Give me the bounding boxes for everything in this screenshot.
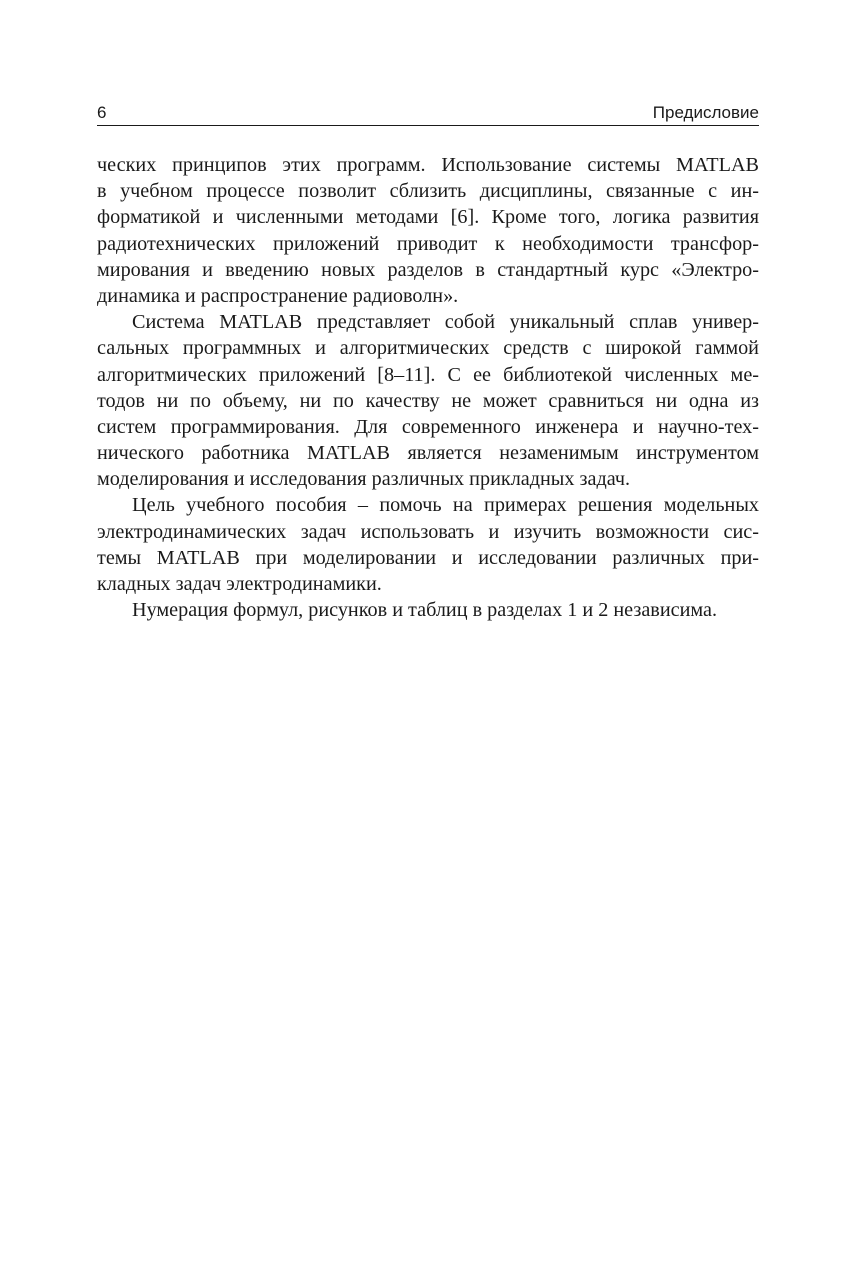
text-line: форматикой и численными методами [6]. Кроме того, логика развития bbox=[97, 206, 759, 229]
running-head bbox=[97, 103, 759, 126]
paragraph-3 bbox=[97, 492, 759, 597]
text-line: алгоритмических приложений [8–11]. С ее библиотекой численных ме- bbox=[97, 363, 759, 386]
paragraph-2 bbox=[97, 309, 759, 492]
body-text bbox=[97, 152, 759, 623]
text-line: нического работника MATLAB является незаменимым инструментом bbox=[97, 442, 759, 465]
text-line: Система MATLAB представляет собой уникальный сплав универ- bbox=[132, 311, 759, 334]
text-line: тодов ни по объему, ни по качеству не может сравниться ни одна из bbox=[97, 389, 759, 412]
paragraph-1 bbox=[97, 152, 759, 309]
text-line: динамика и распространение радиоволн». bbox=[97, 284, 459, 307]
text-line: кладных задач электродинамики. bbox=[97, 573, 382, 595]
text-line: мирования и введению новых разделов в стандартный курс «Электро- bbox=[97, 258, 759, 281]
text-line: радиотехнических приложений приводит к необходимости трансфор- bbox=[97, 232, 759, 255]
text-line: электродинамических задач использовать и изучить возможности сис- bbox=[97, 520, 759, 543]
text-line: ческих принципов этих программ. Использование системы MATLAB bbox=[97, 154, 759, 176]
text-line: сальных программных и алгоритмических средств с широкой гаммой bbox=[97, 337, 759, 360]
paragraph-4 bbox=[97, 597, 759, 623]
text-line: в учебном процессе позволит сблизить дисциплины, связанные с ин- bbox=[97, 180, 759, 203]
text-line: систем программирования. Для современного инженера и научно-тех- bbox=[97, 415, 759, 438]
text-line: Цель учебного пособия – помочь на примерах решения модельных bbox=[132, 494, 759, 517]
text-line: моделирования и исследования различных прикладных задач. bbox=[97, 468, 631, 491]
text-line: Нумерация формул, рисунков и таблиц в разделах 1 и 2 независима. bbox=[132, 599, 718, 622]
text-line: темы MATLAB при моделировании и исследовании различных при- bbox=[97, 546, 759, 569]
page-number: 6 bbox=[97, 103, 107, 122]
section-title: Предисловие bbox=[652, 103, 759, 122]
